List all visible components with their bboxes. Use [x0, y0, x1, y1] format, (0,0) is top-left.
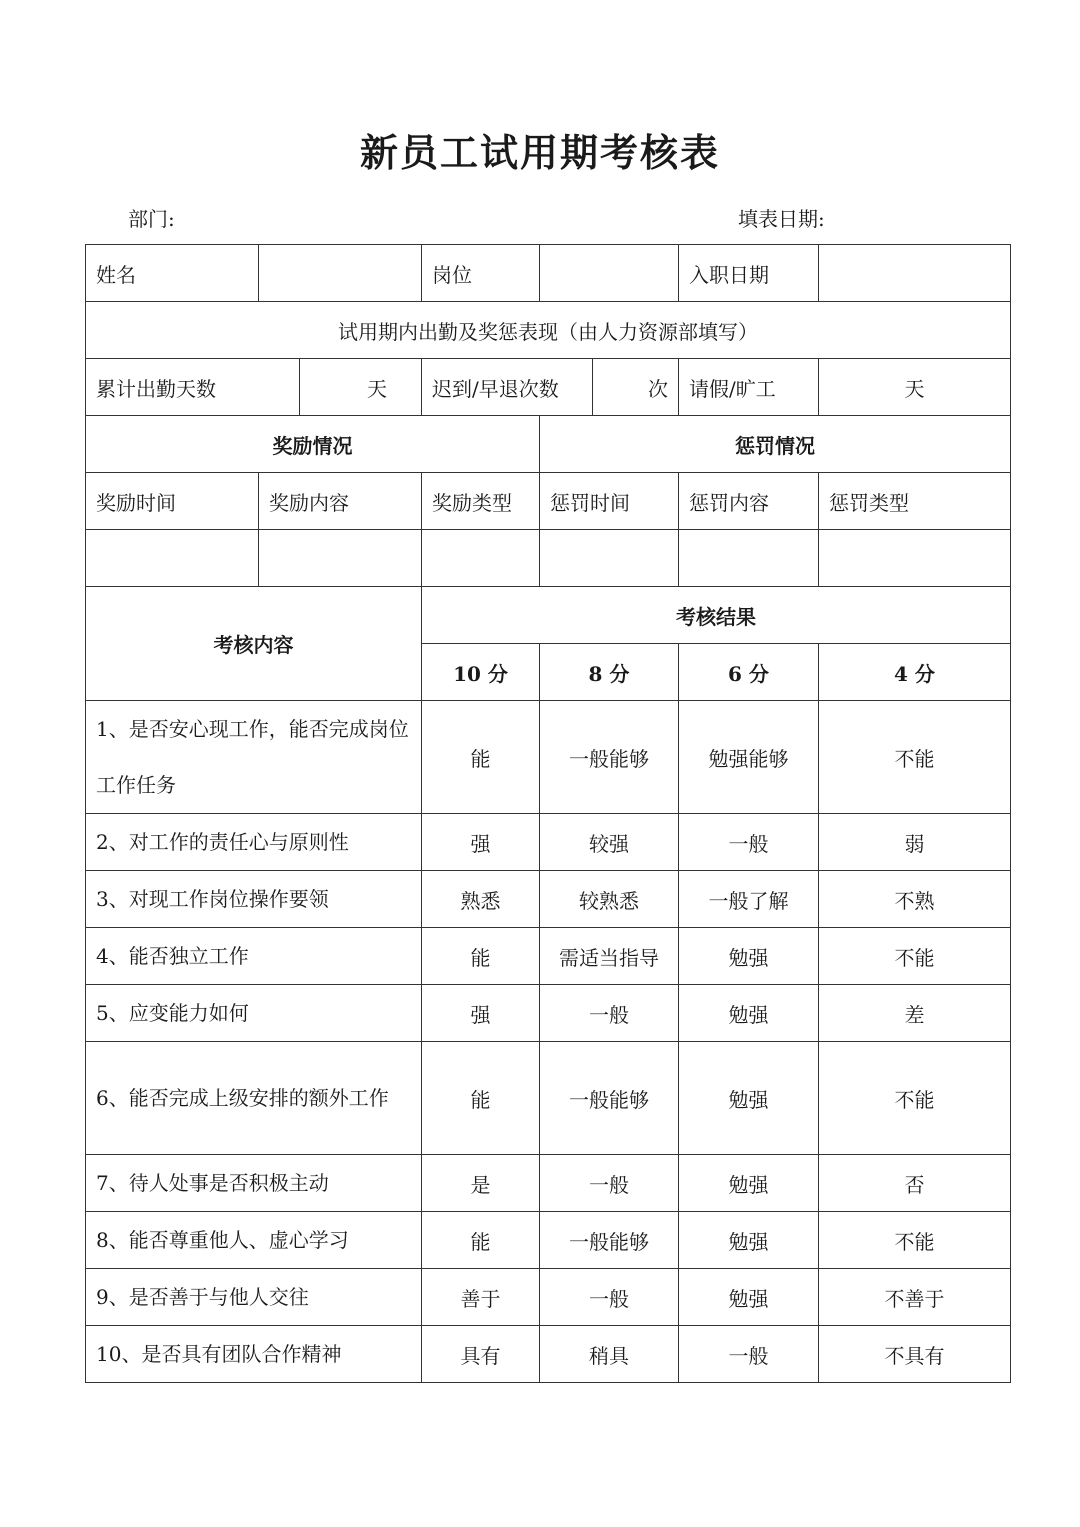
- score-header-10: 10 分: [422, 644, 540, 701]
- rewards-penalties-entry-row: [86, 530, 1011, 587]
- assessment-grade-option[interactable]: 较强: [540, 814, 679, 871]
- assessment-grade-option[interactable]: 一般: [540, 985, 679, 1042]
- form-title: 新员工试用期考核表: [359, 130, 720, 175]
- rewards-title: 奖励情况: [86, 416, 540, 473]
- assessment-item-row: [86, 814, 1011, 871]
- assessment-item-row: [86, 1212, 1011, 1269]
- assessment-item-label: 5、应变能力如何: [86, 985, 422, 1042]
- name-field[interactable]: [259, 245, 422, 302]
- reward-content-header: 奖励内容: [259, 473, 422, 530]
- attendance-section-title: 试用期内出勤及奖惩表现（由人力资源部填写）: [86, 302, 1011, 359]
- assessment-item-row: [86, 985, 1011, 1042]
- penalty-type-header: 惩罚类型: [819, 473, 1011, 530]
- name-label: 姓名: [86, 245, 259, 302]
- score-header-6: 6 分: [679, 644, 819, 701]
- assessment-item-row: [86, 1269, 1011, 1326]
- assessment-item-row: [86, 1155, 1011, 1212]
- assessment-grade-option[interactable]: 不熟: [819, 871, 1011, 928]
- assessment-grade-option[interactable]: 不具有: [819, 1326, 1011, 1383]
- assessment-form-table: [85, 244, 1011, 1383]
- assessment-grade-option[interactable]: 强: [422, 985, 540, 1042]
- assessment-grade-option[interactable]: 否: [819, 1155, 1011, 1212]
- assessment-grade-option[interactable]: 一般: [679, 1326, 819, 1383]
- assessment-grade-option[interactable]: 勉强: [679, 985, 819, 1042]
- assessment-item-label: 10、是否具有团队合作精神: [86, 1326, 422, 1383]
- assessment-grade-option[interactable]: 一般: [540, 1155, 679, 1212]
- assessment-item-row: [86, 871, 1011, 928]
- assessment-result-header: 考核结果: [422, 587, 1011, 644]
- position-field[interactable]: [540, 245, 679, 302]
- penalty-time-header: 惩罚时间: [540, 473, 679, 530]
- assessment-grade-option[interactable]: 差: [819, 985, 1011, 1042]
- assessment-grade-option[interactable]: 勉强能够: [679, 701, 819, 814]
- assessment-grade-option[interactable]: 不能: [819, 701, 1011, 814]
- assessment-grade-option[interactable]: 勉强: [679, 1155, 819, 1212]
- assessment-grade-option[interactable]: 熟悉: [422, 871, 540, 928]
- assessment-grade-option[interactable]: 一般能够: [540, 1212, 679, 1269]
- hire-date-label: 入职日期: [679, 245, 819, 302]
- assessment-content-header: 考核内容: [86, 587, 422, 701]
- assessment-grade-option[interactable]: 一般了解: [679, 871, 819, 928]
- assessment-item-row: [86, 1042, 1011, 1155]
- assessment-grade-option[interactable]: 能: [422, 1042, 540, 1155]
- assessment-item-label: 7、待人处事是否积极主动: [86, 1155, 422, 1212]
- late-count-field[interactable]: 次: [593, 359, 679, 416]
- assessment-grade-option[interactable]: 勉强: [679, 928, 819, 985]
- reward-type-field[interactable]: [422, 530, 540, 587]
- assessment-grade-option[interactable]: 具有: [422, 1326, 540, 1383]
- assessment-grade-option[interactable]: 一般: [540, 1269, 679, 1326]
- late-count-label: 迟到/早退次数: [422, 359, 593, 416]
- assessment-grade-option[interactable]: 不善于: [819, 1269, 1011, 1326]
- penalties-title: 惩罚情况: [540, 416, 1011, 473]
- assessment-item-row: [86, 1326, 1011, 1383]
- penalty-content-header: 惩罚内容: [679, 473, 819, 530]
- assessment-grade-option[interactable]: 是: [422, 1155, 540, 1212]
- reward-time-field[interactable]: [86, 530, 259, 587]
- rewards-penalties-header-row: [86, 416, 1011, 473]
- penalty-content-field[interactable]: [679, 530, 819, 587]
- position-label: 岗位: [422, 245, 540, 302]
- assessment-grade-option[interactable]: 稍具: [540, 1326, 679, 1383]
- assessment-grade-option[interactable]: 一般能够: [540, 701, 679, 814]
- assessment-grade-option[interactable]: 不能: [819, 1042, 1011, 1155]
- assessment-header-row: [86, 587, 1011, 644]
- reward-content-field[interactable]: [259, 530, 422, 587]
- score-header-4: 4 分: [819, 644, 1011, 701]
- assessment-grade-option[interactable]: 较熟悉: [540, 871, 679, 928]
- assessment-grade-option[interactable]: 能: [422, 701, 540, 814]
- assessment-item-label: 2、对工作的责任心与原则性: [86, 814, 422, 871]
- assessment-item-label: 9、是否善于与他人交往: [86, 1269, 422, 1326]
- assessment-grade-option[interactable]: 不能: [819, 1212, 1011, 1269]
- assessment-grade-option[interactable]: 能: [422, 1212, 540, 1269]
- assessment-item-label: 3、对现工作岗位操作要领: [86, 871, 422, 928]
- score-header-8: 8 分: [540, 644, 679, 701]
- leave-label: 请假/旷工: [679, 359, 819, 416]
- department-label: 部门:: [128, 207, 175, 231]
- assessment-grade-option[interactable]: 勉强: [679, 1269, 819, 1326]
- attendance-row: [86, 359, 1011, 416]
- fill-date-label: 填表日期:: [738, 207, 825, 231]
- attendance-days-label: 累计出勤天数: [86, 359, 300, 416]
- assessment-item-row: [86, 701, 1011, 814]
- assessment-grade-option[interactable]: 能: [422, 928, 540, 985]
- penalty-time-field[interactable]: [540, 530, 679, 587]
- assessment-grade-option[interactable]: 勉强: [679, 1212, 819, 1269]
- rewards-penalties-columns-row: [86, 473, 1011, 530]
- hire-date-field[interactable]: [819, 245, 1011, 302]
- reward-time-header: 奖励时间: [86, 473, 259, 530]
- assessment-item-label: 1、是否安心现工作，能否完成岗位工作任务: [86, 701, 422, 814]
- penalty-type-field[interactable]: [819, 530, 1011, 587]
- assessment-grade-option[interactable]: 一般能够: [540, 1042, 679, 1155]
- assessment-item-label: 6、能否完成上级安排的额外工作: [86, 1042, 422, 1155]
- reward-type-header: 奖励类型: [422, 473, 540, 530]
- attendance-days-field[interactable]: 天: [300, 359, 422, 416]
- assessment-grade-option[interactable]: 需适当指导: [540, 928, 679, 985]
- assessment-grade-option[interactable]: 勉强: [679, 1042, 819, 1155]
- assessment-item-row: [86, 928, 1011, 985]
- assessment-grade-option[interactable]: 强: [422, 814, 540, 871]
- assessment-grade-option[interactable]: 弱: [819, 814, 1011, 871]
- leave-field[interactable]: 天: [819, 359, 1011, 416]
- attendance-section-row: [86, 302, 1011, 359]
- assessment-grade-option[interactable]: 善于: [422, 1269, 540, 1326]
- assessment-item-label: 4、能否独立工作: [86, 928, 422, 985]
- assessment-grade-option[interactable]: 不能: [819, 928, 1011, 985]
- assessment-grade-option[interactable]: 一般: [679, 814, 819, 871]
- assessment-item-label: 8、能否尊重他人、虚心学习: [86, 1212, 422, 1269]
- basic-info-row: [86, 245, 1011, 302]
